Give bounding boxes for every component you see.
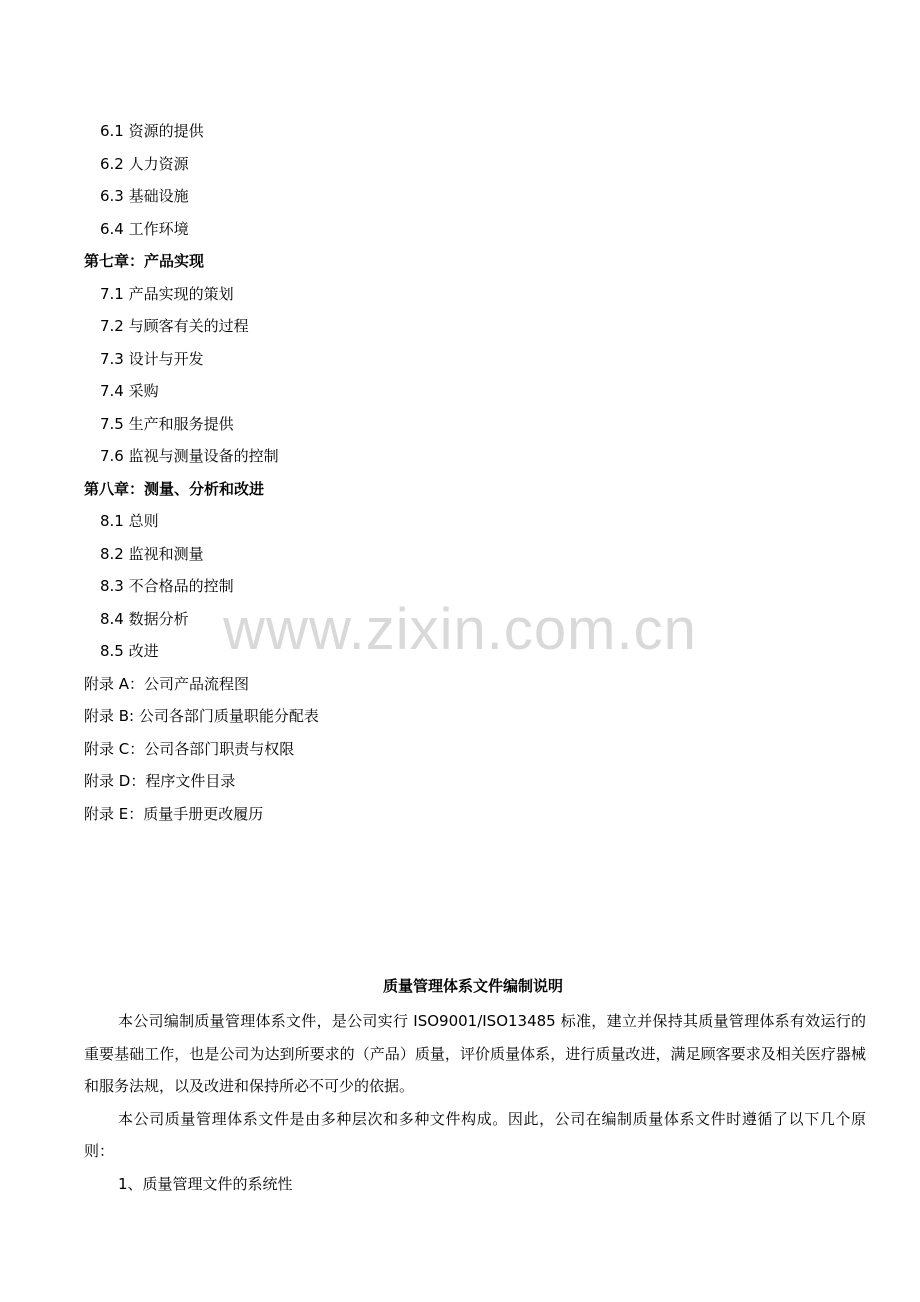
toc-item-8-5: 8.5 改进	[100, 642, 159, 660]
toc-item-8-1: 8.1 总则	[100, 512, 159, 530]
toc-item-8-3: 8.3 不合格品的控制	[100, 577, 234, 595]
toc-appendix-c: 附录 C：公司各部门职责与权限	[84, 739, 295, 758]
section-title: 质量管理体系文件编制说明	[382, 977, 563, 995]
toc-item-6-2: 6.2 人力资源	[100, 154, 189, 173]
toc-item-7-3: 7.3 设计与开发	[100, 349, 204, 368]
paragraph-2: 本公司质量管理体系文件是由多种层次和多种文件构成。因此，公司在编制质量体系文件时遵循了以下几个原则：	[84, 1109, 866, 1160]
toc-chapter-7: 第七章：产品实现	[84, 252, 205, 270]
toc-item-6-3: 6.3 基础设施	[100, 187, 189, 205]
watermark: www.zixin.com.cn	[223, 597, 697, 662]
paragraph-1: 本公司编制质量管理体系文件，是公司实行 ISO9001/ISO13485 标准，建立并保持其质量管理体系有效运行的重要基础工作，也是公司为达到所要求的（产品）质量，评价质量体系，进行质量改进，满足顾客要求及相关医疗器械和服务法规，以及改进和保持所必不可少的依据。	[84, 1012, 866, 1095]
toc-item-7-2: 7.2 与顾客有关的过程	[100, 317, 249, 335]
toc-item-6-4: 6.4 工作环境	[100, 219, 189, 238]
toc-item-7-6: 7.6 监视与测量设备的控制	[100, 447, 279, 465]
toc-item-8-2: 8.2 监视和测量	[100, 544, 204, 563]
toc-item-7-4: 7.4 采购	[100, 382, 159, 400]
toc-item-7-5: 7.5 生产和服务提供	[100, 414, 234, 433]
toc-item-7-1: 7.1 产品实现的策划	[100, 284, 234, 303]
toc-appendix-a: 附录 A：公司产品流程图	[84, 674, 250, 693]
principle-1: 1、质量管理文件的系统性	[118, 1174, 293, 1193]
toc-appendix-b: 附录 B: 公司各部门质量职能分配表	[84, 707, 319, 725]
toc-item-8-4: 8.4 数据分析	[100, 609, 189, 628]
section-body	[84, 1005, 866, 1200]
toc-appendix-d: 附录 D：程序文件目录	[84, 772, 236, 790]
toc-appendix-e: 附录 E：质量手册更改履历	[84, 804, 264, 823]
toc-chapter-8: 第八章：测量、分析和改进	[84, 479, 265, 498]
toc-item-6-1: 6.1 资源的提供	[100, 122, 204, 140]
table-of-contents	[84, 115, 844, 830]
